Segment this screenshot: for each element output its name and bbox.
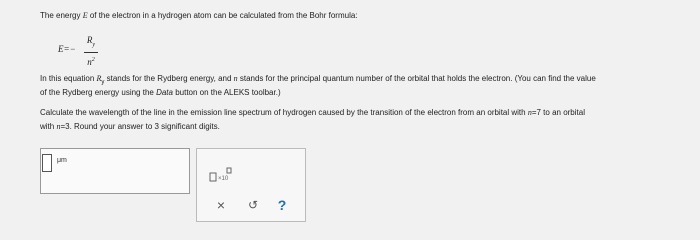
answer-input[interactable] — [42, 154, 52, 172]
question-line-2: with n=3. Round your answer to 3 significant digits. — [40, 122, 220, 131]
answer-box — [40, 148, 190, 194]
svg-text:×10: ×10 — [218, 176, 229, 182]
explanation-line-2: of the Rydberg energy using the Data button on the ALEKS toolbar.) — [40, 88, 281, 97]
formula-numerator: $R_y$ — [86, 35, 96, 48]
data-button-reference: Data — [156, 88, 173, 97]
explanation-line-1: In this equation $R_y$ stands for the Rydberg energy, and n stands for the principal quantum number of the orbital that holds the electron. (You can find the value — [40, 74, 596, 86]
undo-button[interactable]: ↺ — [247, 198, 259, 212]
fraction-bar — [84, 52, 98, 53]
unit-label: μm — [57, 157, 67, 164]
formula-fraction — [84, 34, 98, 68]
help-button[interactable]: ? — [277, 197, 287, 213]
clear-button[interactable]: × — [216, 197, 226, 213]
intro-text: The energy E of the electron in a hydrogen atom can be calculated from the Bohr formula: — [40, 11, 358, 20]
scientific-notation-icon[interactable] — [208, 166, 234, 184]
bohr-formula — [58, 34, 138, 68]
formula-lhs: E=− — [58, 44, 76, 54]
question-line-1: Calculate the wavelength of the line in the emission line spectrum of hydrogen caused by the transition of the electron from an orbital with n=7 to an orbital — [40, 108, 585, 117]
formula-denominator: $n^2$ — [87, 56, 95, 67]
